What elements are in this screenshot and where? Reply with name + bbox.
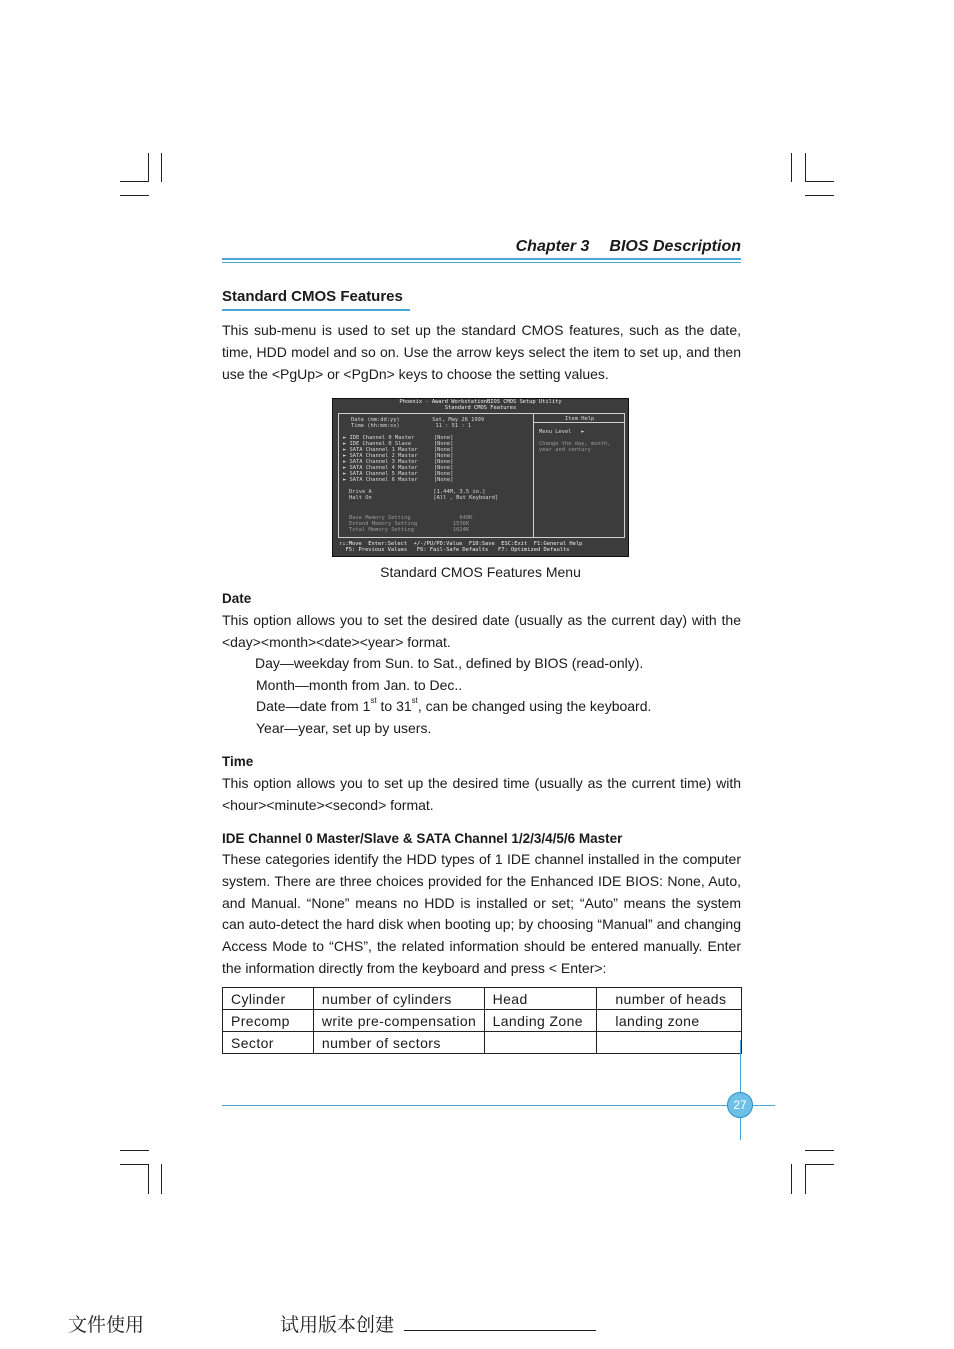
table-cell: write pre-compensation: [313, 1010, 484, 1032]
crop-mark: [805, 181, 834, 182]
crop-mark: [120, 195, 149, 196]
bios-item: ► IDE Channel 0 Slave [None]: [343, 441, 454, 447]
crop-mark: [120, 181, 149, 182]
crop-mark: [791, 153, 792, 182]
date-date-prefix: Date—date from 1: [256, 698, 371, 714]
running-header: [222, 238, 741, 256]
table-cell: number of heads: [597, 988, 742, 1010]
bios-item: ► SATA Channel 4 Master [None]: [343, 465, 454, 471]
bios-time-line: Time (hh:mm:ss) 11 : 51 : 1: [351, 423, 472, 429]
bios-footer-line: ↑↓:Move Enter:Select +/-/PU/PD:Value F10:Save ESC:Exit F1:General Help: [339, 541, 583, 547]
table-cell: Precomp: [223, 1010, 314, 1032]
table-cell: number of cylinders: [313, 988, 484, 1010]
date-date-mid: to 31: [376, 698, 412, 714]
bios-footer-line: F5: Previous Values F6: Fail-Safe Defaults F7: Optimized Defaults: [339, 547, 570, 554]
time-paragraph: This option allows you to set up the desired time (usually as the current time) with <hour><minute><second> format.: [222, 775, 741, 813]
bios-memory-line: Extend Memory Setting 1536K: [349, 521, 470, 527]
crop-mark: [805, 1164, 806, 1194]
table-cell: Landing Zone: [484, 1010, 597, 1032]
table-cell: [597, 1032, 742, 1054]
bios-date-line: Date (mm:dd:yy) Sat, May 26 1999: [351, 417, 485, 423]
watermark-underline: [404, 1330, 596, 1331]
bios-divider: [533, 413, 534, 538]
bios-item: ► SATA Channel 5 Master [None]: [343, 471, 454, 477]
date-paragraph: This option allows you to set the desired date (usually as the current day) with the <day><month><date><year> format.: [222, 612, 741, 650]
figure-caption: Standard CMOS Features Menu: [380, 564, 581, 580]
ide-heading: IDE Channel 0 Master/Slave & SATA Channel 1/2/3/4/5/6 Master: [222, 831, 623, 846]
date-date-item: [256, 698, 651, 714]
section-title: Standard CMOS Features: [222, 288, 410, 311]
bios-title: Phoenix - Award WorkstationBIOS CMOS Setup Utility: [399, 399, 562, 405]
bios-item: ► SATA Channel 3 Master [None]: [343, 459, 454, 465]
crop-mark: [161, 153, 162, 182]
crop-mark: [148, 1164, 149, 1194]
table-cell: Sector: [223, 1032, 314, 1054]
table-cell: Cylinder: [223, 988, 314, 1010]
footer-rule: [222, 1105, 775, 1106]
header-rule: [222, 258, 741, 260]
crop-mark: [161, 1164, 162, 1194]
date-month-item: Month—month from Jan. to Dec..: [256, 677, 463, 693]
bios-screenshot: [332, 398, 629, 557]
watermark-left: 文件使用: [68, 1314, 145, 1336]
bios-memory-line: Base Memory Setting 640K: [349, 515, 473, 521]
watermark-right: 试用版本创建: [280, 1314, 395, 1336]
intro-paragraph: This sub-menu is used to set up the standard CMOS features, such as the date, time, HDD model and so on. Use the arrow keys select the item to set up, and then use the <PgUp> or <PgDn> keys to choose the setting values.: [222, 322, 741, 382]
footer-rule: [740, 1040, 741, 1140]
header-section: BIOS Description: [609, 238, 741, 255]
date-year-item: Year—year, set up by users.: [256, 720, 432, 736]
bios-help-text: Change the day, month,: [539, 441, 611, 447]
date-sup: st: [411, 696, 418, 705]
bios-help-title: Item Help: [565, 416, 595, 422]
date-date-suffix: , can be changed using the keyboard.: [417, 698, 652, 714]
bios-item: ► IDE Channel 0 Master [None]: [343, 435, 454, 441]
crop-mark: [805, 1164, 834, 1165]
crop-mark: [148, 153, 149, 182]
table-cell: landing zone: [597, 1010, 742, 1032]
bios-help-text: year and century: [539, 447, 591, 453]
crop-mark: [120, 1164, 149, 1165]
page-number: 27: [727, 1092, 753, 1118]
date-sup: st: [370, 696, 377, 705]
date-heading: Date: [222, 591, 252, 606]
crop-mark: [805, 153, 806, 182]
table-cell: Head: [484, 988, 597, 1010]
table-row: [223, 1010, 742, 1032]
header-rule: [222, 262, 741, 263]
header-chapter: Chapter 3: [515, 238, 590, 255]
bios-subtitle: Standard CMOS Features: [444, 405, 517, 411]
table-row: [223, 1032, 742, 1054]
date-day-item: Day—weekday from Sun. to Sat., defined by BIOS (read-only).: [255, 655, 644, 671]
time-heading: Time: [222, 754, 254, 769]
crop-mark: [120, 1150, 149, 1151]
bios-halt-line: Halt On [All , But Keyboard]: [349, 495, 499, 501]
table-cell: number of sectors: [313, 1032, 484, 1054]
bios-drive-line: Drive A [1.44M, 3.5 in.]: [349, 489, 486, 495]
bios-footer: [339, 541, 625, 553]
crop-mark: [805, 1150, 834, 1151]
bios-memory-line: Total Memory Setting 1024K: [349, 527, 470, 533]
table-cell: [484, 1032, 597, 1054]
hdd-parameter-table: [222, 987, 742, 1054]
bios-help-menu: Menu Level ►: [539, 429, 585, 435]
bios-item: ► SATA Channel 2 Master [None]: [343, 453, 454, 459]
crop-mark: [805, 195, 834, 196]
ide-paragraph: These categories identify the HDD types of 1 IDE channel installed in the computer system. There are three choices provided for the Enhanced IDE BIOS: None, Auto, and Manual. “None” means no HDD is installed or set; “Auto” means the system can auto-detect the hard disk when booting up; by choosing “Manual” and changing Access Mode to “CHS”, the related information should be entered manually. Enter the information directly from the keyboard and press < Enter>:: [222, 851, 741, 976]
crop-mark: [791, 1164, 792, 1194]
bios-item: ► SATA Channel 6 Master [None]: [343, 477, 454, 483]
table-row: [223, 988, 742, 1010]
bios-item: ► SATA Channel 1 Master [None]: [343, 447, 454, 453]
